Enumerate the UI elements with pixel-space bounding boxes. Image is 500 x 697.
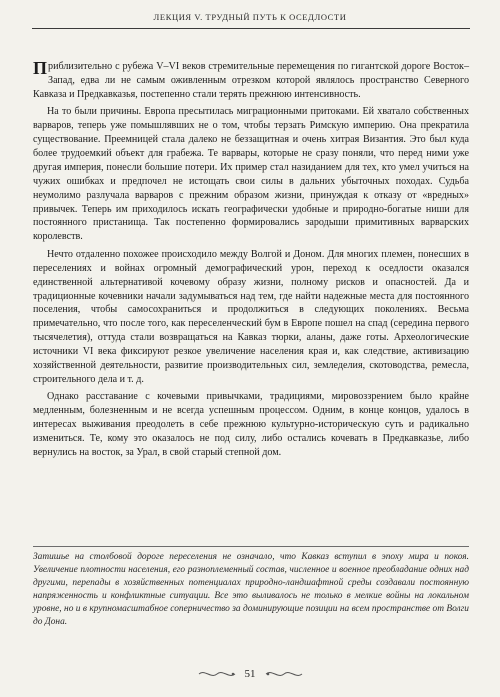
- left-flourish-icon: [197, 668, 237, 680]
- sidebar-text: Затишье на столбовой дороге переселения не означало, что Кавказ вступил в эпоху мира и покоя. Увеличение плотности населения, его разноплеменный состав, численное и военное преобладание одних над другими, перепады в хозяйственных потенциалах природно-ландшафтной среды создавали постоянную напряженность и конфликтные ситуации. Все это выливалось не только в мелкие войны на локальном уровне, но и в крупномасштабное соперничество за доминирующие позиции на всем пространстве от Волги до Дона.: [33, 552, 469, 627]
- paragraph-3: Нечто отдаленно похожее происходило между Волгой и Доном. Для многих племен, понесших в переселениях и войнах огромный демографический урон, переход к оседлости оказался единственной альтернативой кочевому образу жизни, полному рисков и опасностей. Да и традиционные кочевники начали задумываться над тем, где найти надежные места для постоянного поселения, чтобы самосохраниться и продолжиться в следующих поколениях. Весьма примечательно, что после того, как переселенческий бум в Европе пошел на спад (середина первого тысячелетия), оттуда стали возвращаться на Кавказ тюрки, аланы, даже готы. Археологические источники VI века фиксируют резкое увеличение населения края и, как следствие, активизацию хозяйственной деятельности, развитие производительных сил, земледелия, скотоводства, ремесла, строительного дела и т. д.: [33, 248, 469, 385]
- paragraph-2: На то были причины. Европа пресытилась миграционными притоками. Ей хватало собственных варваров, теперь уже помышлявших не о том, чтобы терзать Римскую империю. Она прекратила существование. Преемницей стала далеко не беззащитная и очень хитрая Византия. Это был куда более трудоемкий объект для грабежа. Те варвары, которые не сразу поняли, что перед ними уже другая империя, понесли большие потери. Их пример стал назиданием для тех, кто умел учиться на чужих ошибках и предпочел не истощать свои силы в дальних убыточных походах. Судьба неумолимо разлучала варваров с прежним образом жизни, принуждая к отказу от «вредных» привычек. Теперь им приходилось искать географически удобные и природно-богатые ниши для постоянного пристанища. Так постепенно формировались зародыши примитивных варварских королевств.: [33, 106, 469, 243]
- main-text: [33, 60, 469, 463]
- paragraph-1-text: риблизительно с рубежа V–VI веков стремительные перемещения по гигантской дороге Восток–Запад, едва ли не самым оживленным отрезком которой являлось пространство Северного Кавказа и Предкавказья, постепенно стали терять прежнюю интенсивность.: [33, 61, 469, 100]
- italic-sidebar-note: [33, 546, 469, 628]
- paragraph-1: [33, 60, 469, 102]
- paragraph-4: Однако расставание с кочевыми привычками, традициями, мировоззрением было крайне медленным, болезненным и не всегда успешным процессом. Одним, в конце концов, удалось в интересах выживания преодолеть в себе прежнюю культурно-историческую суть и радикально измениться. Те, кому это оказалось не под силу, либо остались кочевать в Предкавказье, либо вернулись на восток, за Урал, в свой старый степной дом.: [33, 391, 469, 458]
- dropcap: П: [33, 58, 48, 78]
- page-footer: [0, 668, 500, 680]
- page-number: 51: [244, 668, 256, 680]
- right-flourish-icon: [264, 668, 304, 680]
- running-head: ЛЕКЦИЯ V. ТРУДНЫЙ ПУТЬ К ОСЕДЛОСТИ: [153, 12, 347, 22]
- header-rule: [32, 28, 470, 29]
